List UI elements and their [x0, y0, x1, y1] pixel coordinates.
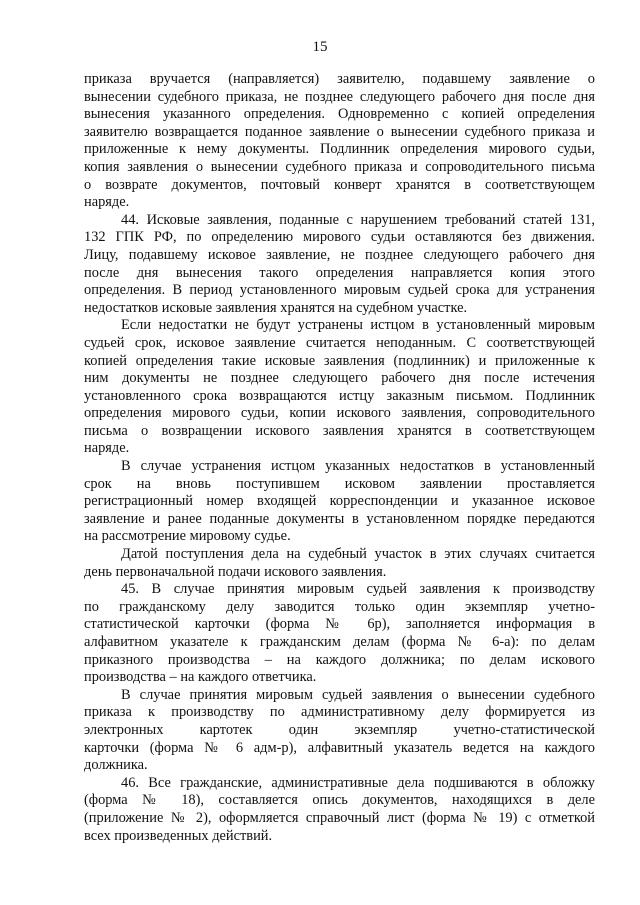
- paragraph-line: о возврате документов, почтовый конверт хранятся в соответствующем: [84, 176, 595, 193]
- paragraph-line: вынесения указанного определения. Одновременно с копией определения: [84, 106, 595, 123]
- paragraph-line: определения. В период установленного мировым судьей срока для устранения: [84, 282, 595, 299]
- paragraph-line: регистрационный номер входящей корреспонденции и указанное исковое: [84, 493, 595, 510]
- paragraph-line: приказного производства – на каждого должника; по делам искового: [84, 651, 595, 668]
- paragraph: [84, 581, 595, 687]
- paragraph-line: алфавитном указателе к гражданским делам (форма № 6-а): по делам: [84, 634, 595, 650]
- paragraph-line: после дня вынесения такого определения направляется копия этого: [84, 264, 595, 281]
- paragraph-line: 44. Исковые заявления, поданные с нарушением требований статей 131,: [121, 211, 595, 228]
- paragraph-line: Лицу, подавшему исковое заявление, не позднее следующего рабочего дня: [84, 246, 595, 263]
- paragraph-line: приказа к производству по административному делу формируется из: [84, 704, 595, 721]
- paragraph-line: приложенные к нему документы. Подлинник определения мирового судьи,: [84, 141, 595, 158]
- paragraph-line: срок на вновь поступившем исковом заявлении проставляется: [84, 475, 595, 492]
- paragraph-line: приказа вручается (направляется) заявителю, подавшему заявление о: [84, 71, 595, 87]
- paragraph-line: В случае устранения истцом указанных недостатков в установленный: [121, 458, 595, 475]
- paragraph: [84, 775, 595, 845]
- paragraph: [84, 71, 595, 212]
- paragraph-line: Датой поступления дела на судебный участок в этих случаях считается: [121, 546, 595, 563]
- page-number: 15: [312, 39, 328, 55]
- paragraph-line: 45. В случае принятия мировым судьей заявления к производству: [121, 581, 595, 598]
- paragraph-line: копия заявления о вынесении судебного приказа и сопроводительного письма: [84, 158, 595, 175]
- paragraph-line: электронных картотек один экземпляр учетно-статистической: [84, 721, 595, 738]
- paragraph-line: недостатков исковые заявления хранятся на судебном участке.: [84, 299, 468, 316]
- paragraph-line: 46. Все гражданские, административные дела подшиваются в обложку: [121, 774, 595, 791]
- paragraph-line: день первоначальной подачи искового заявления.: [84, 563, 387, 580]
- paragraph-line: копией определения такие исковые заявления (подлинник) и приложенные к: [84, 352, 595, 369]
- paragraph: [84, 687, 595, 775]
- paragraph-line: письма о возвращении искового заявления хранятся в соответствующем: [84, 422, 595, 439]
- paragraph-line: производства – на каждого ответчика.: [84, 669, 317, 686]
- paragraph-line: (приложение № 2), оформляется справочный лист (форма № 19) с отметкой: [84, 809, 595, 826]
- paragraph-line: наряде.: [84, 440, 130, 457]
- paragraph-line: ним документы не позднее следующего рабочего дня после истечения: [84, 370, 595, 387]
- paragraph-line: заявителю возвращается поданное заявление о вынесении судебного приказа и: [84, 123, 595, 140]
- paragraph-line: на рассмотрение мировому судье.: [84, 528, 291, 545]
- paragraph-line: вынесении судебного приказа, не позднее следующего рабочего дня после дня: [84, 88, 595, 105]
- paragraph-line: по гражданскому делу заводится только один экземпляр учетно-: [84, 598, 595, 615]
- paragraph-line: наряде.: [84, 194, 130, 211]
- document-body: [84, 71, 595, 845]
- paragraph: [84, 317, 595, 458]
- paragraph-line: должника.: [84, 757, 148, 774]
- paragraph-line: статистической карточки (форма № 6р), заполняется информация в: [84, 616, 595, 633]
- paragraph-line: 132 ГПК РФ, по определению мирового судьи оставляются без движения.: [84, 229, 595, 246]
- paragraph: [84, 212, 595, 318]
- paragraph-line: В случае принятия мировым судьей заявления о вынесении судебного: [121, 686, 595, 703]
- paragraph: [84, 458, 595, 546]
- paragraph-line: установленного срока возвращаются истцу заказным письмом. Подлинник: [84, 387, 595, 404]
- paragraph-line: всех произведенных действий.: [84, 827, 273, 844]
- paragraph-line: Если недостатки не будут устранены истцом в установленный мировым: [121, 317, 595, 334]
- paragraph-line: судьей срок, исковое заявление считается неподанным. С соответствующей: [84, 334, 595, 351]
- paragraph-line: (форма № 18), составляется опись документов, находящихся в деле: [84, 792, 595, 809]
- paragraph: [84, 546, 595, 581]
- paragraph-line: определения мирового судьи, копии искового заявления, сопроводительного: [84, 405, 595, 422]
- paragraph-line: заявление и ранее поданные документы в установленном порядке передаются: [84, 510, 595, 527]
- paragraph-line: карточки (форма № 6 адм-р), алфавитный указатель ведется на каждого: [84, 739, 595, 756]
